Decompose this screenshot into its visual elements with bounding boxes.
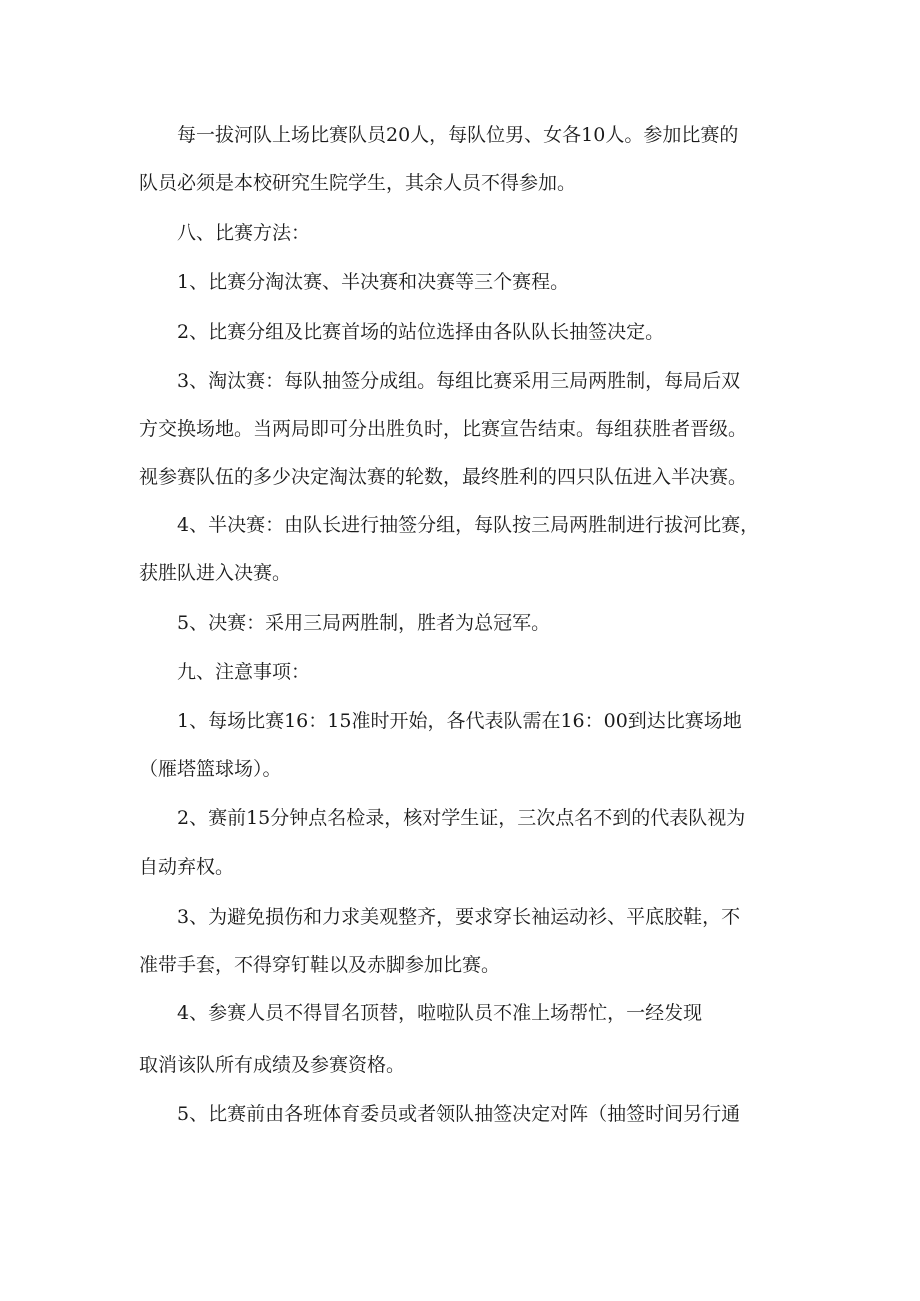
section-heading-8: 八、比赛方法： <box>177 222 311 244</box>
section-heading-9: 九、注意事项： <box>177 661 311 683</box>
paragraph-line-7: 方交换场地。当两局即可分出胜负时，比赛宣告结束。每组获胜者晋级。 <box>139 418 748 440</box>
paragraph-line-5: 2、比赛分组及比赛首场的站位选择由各队队长抽签决定。 <box>177 321 665 343</box>
paragraph-line-20: 取消该队所有成绩及参赛资格。 <box>139 1054 406 1076</box>
paragraph-line-21: 5、比赛前由各班体育委员或者领队抽签决定对阵（抽签时间另行通 <box>177 1103 741 1125</box>
paragraph-line-1: 每一拔河队上场比赛队员20人，每队位男、女各10人。参加比赛的 <box>177 124 739 146</box>
paragraph-line-16: 自动弃权。 <box>139 856 235 878</box>
paragraph-line-8: 视参赛队伍的多少决定淘汰赛的轮数，最终胜利的四只队伍进入半决赛。 <box>139 466 748 488</box>
paragraph-line-9: 4、半决赛：由队长进行抽签分组，每队按三局两胜制进行拔河比赛， <box>177 514 760 536</box>
paragraph-line-4: 1、比赛分淘汰赛、半决赛和决赛等三个赛程。 <box>177 271 570 293</box>
paragraph-line-13: 1、每场比赛16：15准时开始，各代表队需在16：00到达比赛场地 <box>177 710 742 732</box>
paragraph-line-15: 2、赛前15分钟点名检录，核对学生证，三次点名不到的代表队视为 <box>177 807 746 829</box>
paragraph-line-2: 队员必须是本校研究生院学生，其余人员不得参加。 <box>139 172 577 194</box>
paragraph-line-17: 3、为避免损伤和力求美观整齐，要求穿长袖运动衫、平底胶鞋，不 <box>177 906 741 928</box>
paragraph-line-14: （雁塔篮球场）。 <box>139 758 282 780</box>
paragraph-line-10: 获胜队进入决赛。 <box>139 562 292 584</box>
paragraph-line-11: 5、决赛：采用三局两胜制，胜者为总冠军。 <box>177 612 551 634</box>
paragraph-line-6: 3、淘汰赛：每队抽签分成组。每组比赛采用三局两胜制，每局后双 <box>177 370 741 392</box>
paragraph-line-19: 4、参赛人员不得冒名顶替，啦啦队员不准上场帮忙，一经发现 <box>177 1002 703 1024</box>
paragraph-line-18: 准带手套，不得穿钉鞋以及赤脚参加比赛。 <box>139 954 501 976</box>
